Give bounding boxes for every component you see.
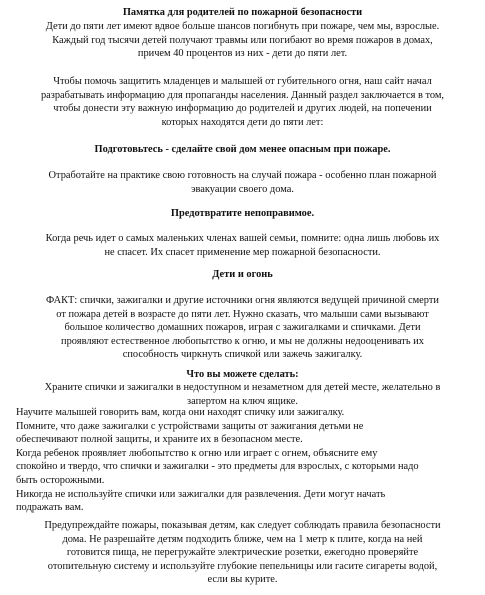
- heading-prevent: Предотвратите непоправимое.: [170, 208, 315, 219]
- purpose-paragraph: [0, 75, 485, 129]
- prepare-line: эвакуации своего дома.: [191, 183, 294, 195]
- tip-line: быть осторожными.: [16, 474, 105, 486]
- warning-line: дома. Не разрешайте детям подходить ближе, чем на 1 метр к плите, когда на ней: [62, 533, 423, 545]
- warning-line: готовится пища, не перегружайте электрические розетки, ежегодно проверяйте: [66, 547, 419, 559]
- fact-paragraph: [0, 294, 485, 362]
- intro-line: причем 40 процентов из них - дети до пяти лет.: [137, 48, 348, 60]
- heading-children-fire: Дети и огонь: [212, 269, 273, 280]
- tip-line: Помните, что даже зажигалки с устройствами защиты от зажигания детьми не: [16, 420, 364, 432]
- prepare-paragraph: [0, 169, 485, 196]
- tip-line: Храните спички и зажигалки в недоступном и незаметном для детей месте, желательно в: [44, 382, 441, 393]
- tip-line: Когда ребенок проявляет любопытство к огню или играет с огнем, объясните ему: [16, 447, 378, 459]
- prevent-line: Когда речь идет о самых маленьких членах вашей семьи, помните: одна лишь любовь их: [45, 233, 440, 244]
- heading-prepare: Подготовьтесь - сделайте свой дом менее опасным при пожаре.: [94, 144, 391, 155]
- intro-paragraph: [0, 20, 485, 61]
- fact-line: проявляют естественное любопытство к огню, и мы не должны недооценивать их: [61, 335, 424, 347]
- warning-line: если вы курите.: [207, 574, 278, 586]
- purpose-line: чтобы донести эту важную информацию до родителей и других людей, на попечении: [53, 103, 432, 115]
- document-title: Памятка для родителей по пожарной безопасности: [122, 7, 363, 18]
- fact-line: способность чиркнуть спичкой или зажечь зажигалку.: [122, 349, 363, 361]
- warning-paragraph: [0, 519, 485, 587]
- intro-line: Дети до пяти лет имеют вдвое больше шансов погибнуть при пожаре, чем мы, взрослые.: [45, 21, 440, 32]
- tip-line: подражать вам.: [16, 502, 84, 514]
- tips-list: [16, 406, 473, 515]
- warning-line: Предупреждайте пожары, показывая детям, как следует соблюдать правила безопасности: [44, 520, 441, 531]
- fact-line: от пожара детей в возрасте до пяти лет. Нужно сказать, что малыши сами вызывают: [56, 308, 429, 320]
- tip-line: Научите малышей говорить вам, когда они находят спичку или зажигалку.: [16, 407, 345, 418]
- purpose-line: Чтобы помочь защитить младенцев и малышей от губительного огня, наш сайт начал: [53, 76, 432, 87]
- purpose-line: которых находятся дети до пяти лет:: [161, 116, 324, 128]
- tip-line: обеспечивают полной защиты, и храните их в безопасном месте.: [16, 434, 303, 446]
- prepare-line: Отработайте на практике свою готовность на случай пожара - особенно план пожарной: [48, 170, 437, 181]
- tip-line: запертом на ключ ящике.: [187, 395, 298, 407]
- prevent-line: не спасет. Их спасет применение мер пожарной безопасности.: [104, 246, 381, 258]
- prevent-paragraph: [0, 232, 485, 259]
- tip-line: спокойно и твердо, что спички и зажигалки - это предметы для взрослых, с которыми надо: [16, 461, 419, 473]
- fact-line: ФАКТ: спички, зажигалки и другие источники огня являются ведущей причиной смерти: [46, 295, 439, 306]
- fact-line: большое количество домашних пожаров, играя с зажигалками и спичками. Дети: [64, 322, 421, 334]
- intro-line: Каждый год тысячи детей получают травмы или погибают во время пожаров в домах,: [52, 34, 433, 46]
- tip-store-matches: [0, 381, 485, 408]
- warning-line: отопительную систему и используйте глубокие пепельницы или гасите сигареты водой,: [47, 560, 438, 572]
- purpose-line: разрабатывать информацию для пропаганды населения. Данный раздел заключается в том,: [40, 89, 445, 101]
- heading-what-to-do: Что вы можете сделать:: [186, 369, 299, 380]
- tip-line: Никогда не используйте спички или зажигалки для развлечения. Дети могут начать: [16, 488, 386, 500]
